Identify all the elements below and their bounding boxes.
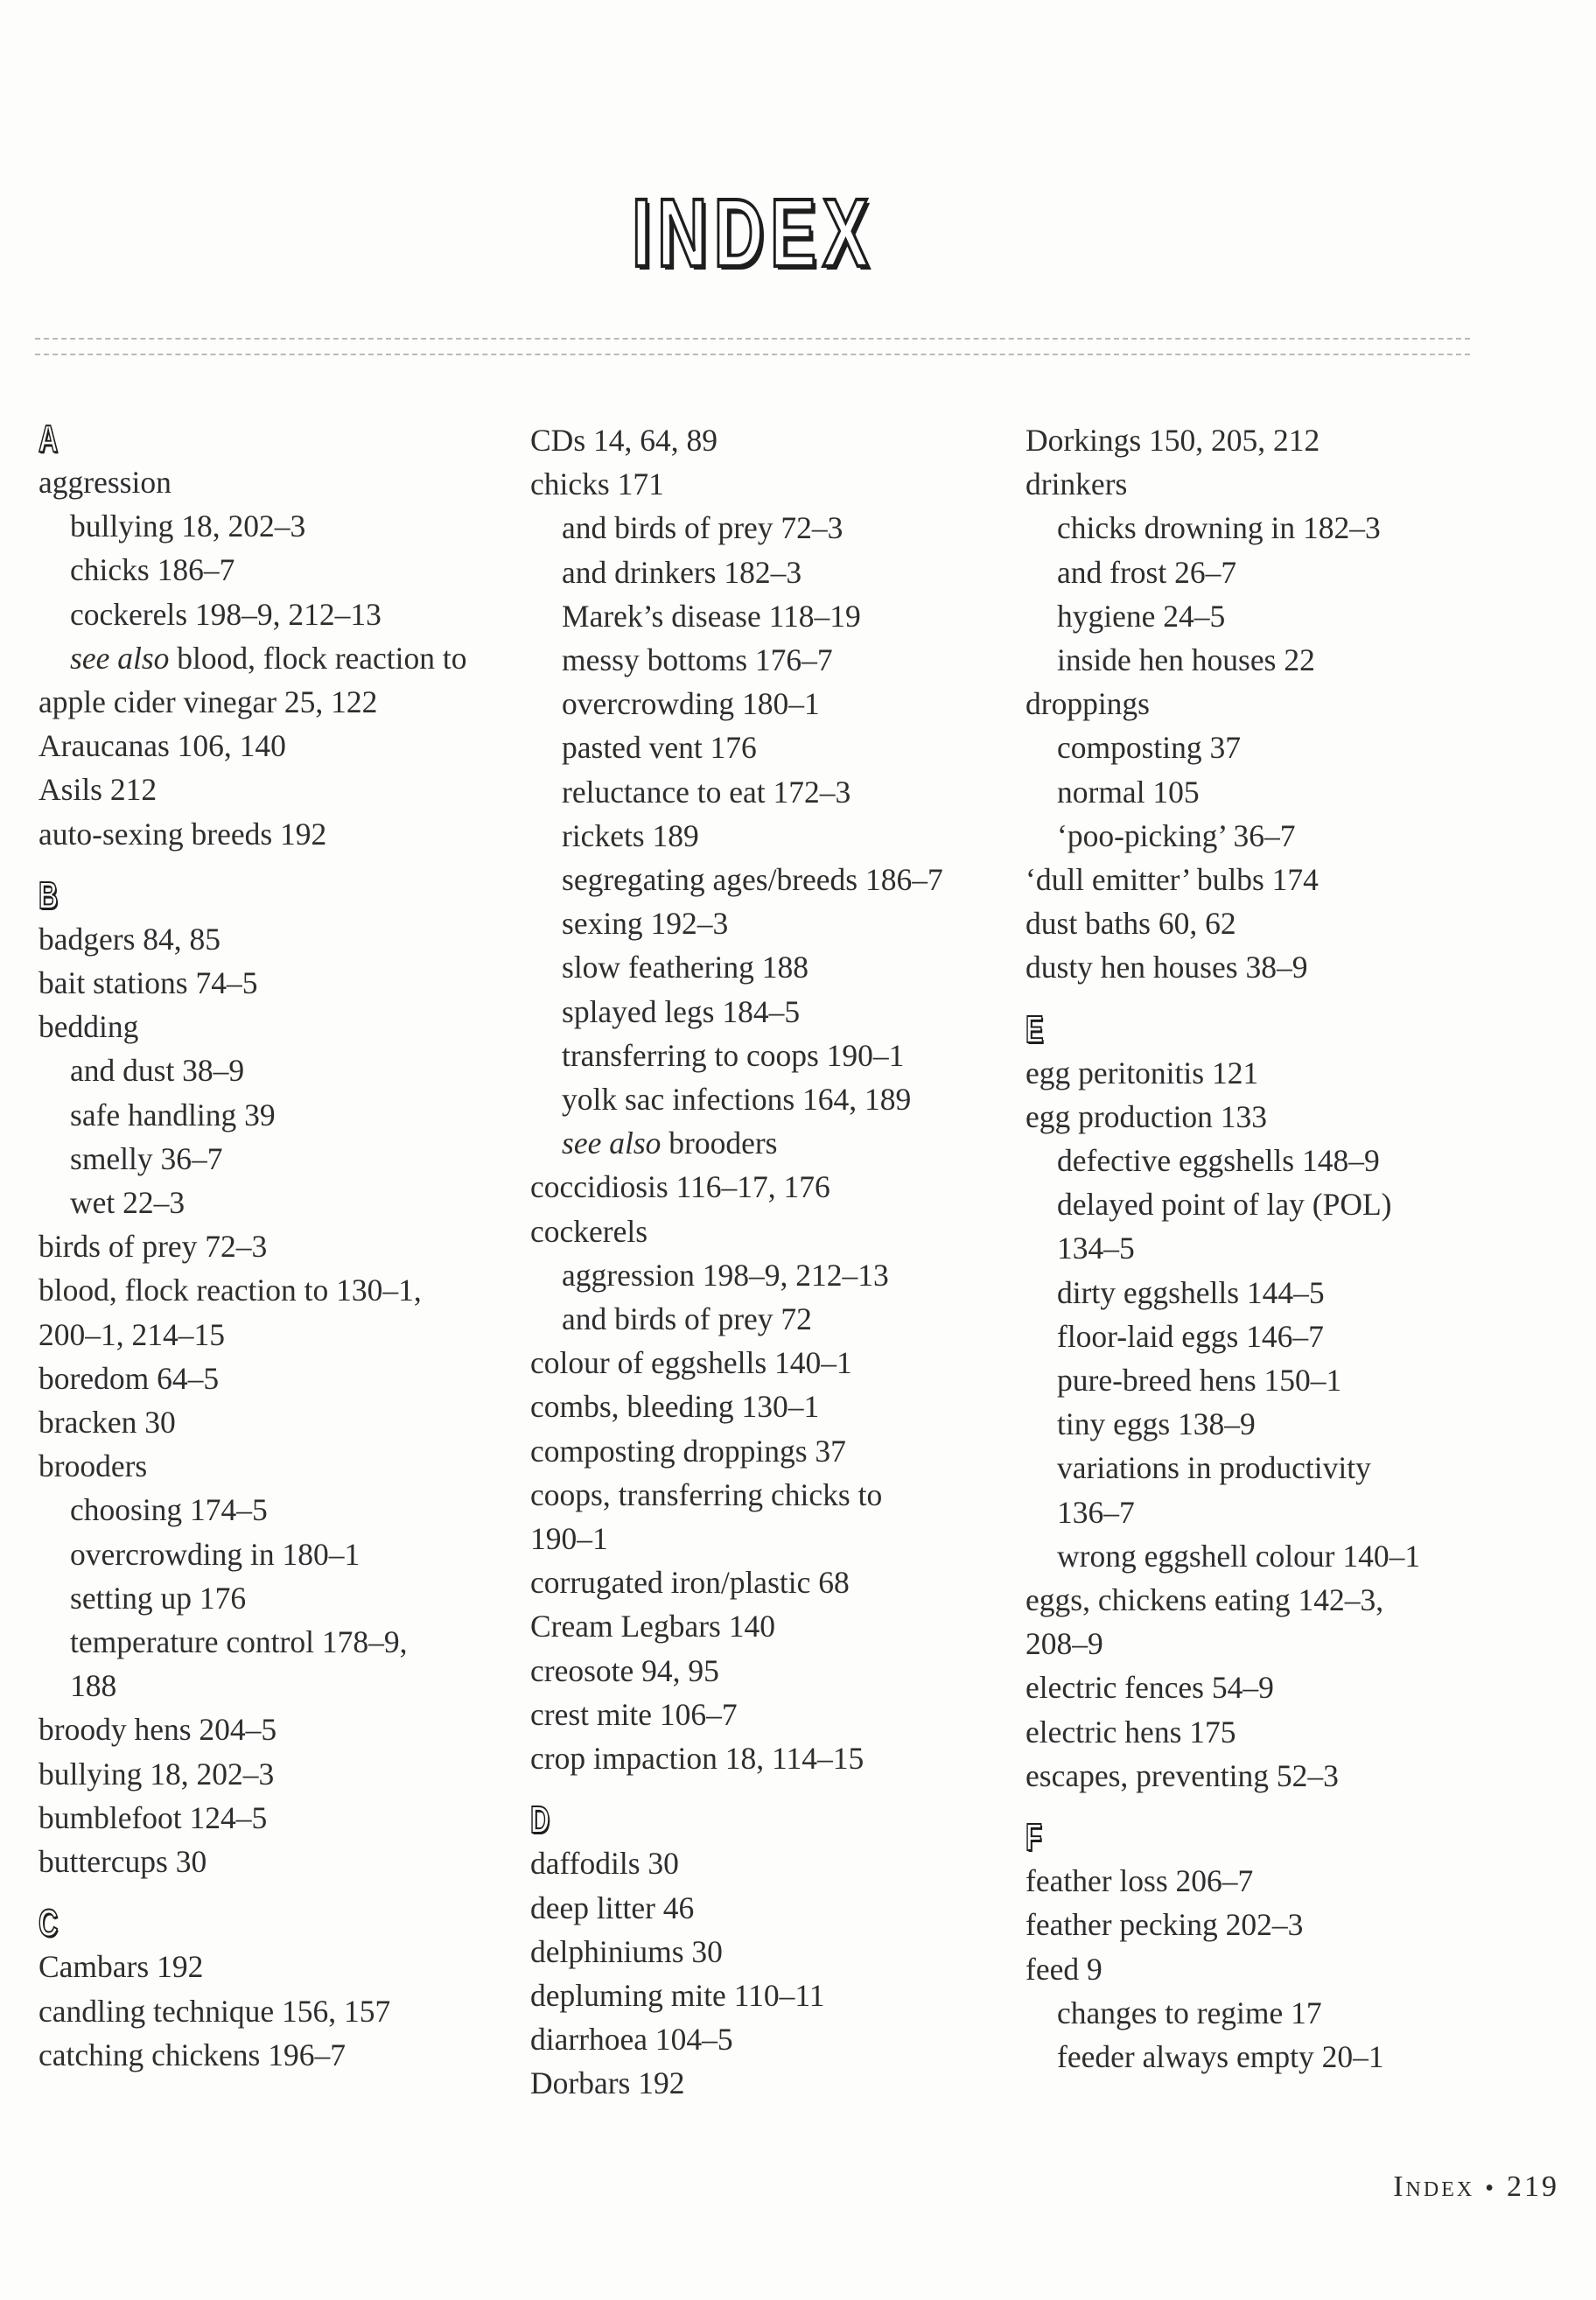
index-entry: dusty hen houses 38–9 [1026,950,1308,985]
index-subentry: segregating ages/breeds 186–7 [562,862,943,898]
index-column-3 [1026,418,1498,2079]
index-entry-text: blood, flock reaction to [169,640,467,676]
index-subentry: and dust 38–9 [70,1053,245,1089]
section-letter: C [38,1902,59,1946]
index-entry: broody hens 204–5 [38,1712,277,1748]
section-letter: E [1026,1007,1044,1051]
index-subentry: ‘poo-picking’ 36–7 [1057,817,1296,853]
index-entry: deep litter 46 [530,1890,695,1925]
index-subentry: setting up 176 [70,1580,247,1616]
index-entry: CDs 14, 64, 89 [530,423,718,458]
index-subentry: pure-breed hens 150–1 [1057,1363,1342,1399]
index-subentry: 134–5 [1057,1231,1135,1266]
index-subentry: aggression 198–9, 212–13 [562,1257,889,1293]
section-letter: D [530,1799,550,1842]
index-subentry: temperature control 178–9, [70,1624,408,1660]
index-entry: diarrhoea 104–5 [530,2022,733,2058]
see-also-label: see also [562,1125,662,1161]
index-entry: bullying 18, 202–3 [38,1756,275,1792]
index-entry: 208–9 [1026,1626,1103,1662]
index-entry: eggs, chickens eating 142–3, [1026,1582,1384,1618]
index-subentry: and frost 26–7 [1057,554,1237,590]
index-subentry: variations in productivity [1057,1450,1371,1486]
index-subentry: and birds of prey 72 [562,1301,812,1337]
section-letter: A [38,417,59,460]
index-subentry: wrong eggshell colour 140–1 [1057,1538,1421,1574]
index-subentry [38,636,511,680]
index-entry: bait stations 74–5 [38,965,258,1001]
index-subentry: changes to regime 17 [1057,1995,1322,2030]
index-entry: feed 9 [1026,1951,1102,1987]
index-column-2 [530,418,1003,2106]
index-entry: escapes, preventing 52–3 [1026,1757,1339,1793]
index-entry: crop impaction 18, 114–15 [530,1741,864,1777]
running-footer [1393,2170,1559,2204]
index-entry: droppings [1026,686,1150,722]
index-subentry: rickets 189 [562,817,699,853]
index-subentry: 188 [70,1668,117,1704]
index-subentry: overcrowding in 180–1 [70,1536,360,1572]
index-subentry: bullying 18, 202–3 [70,508,306,544]
index-subentry: chicks drowning in 182–3 [1057,510,1381,546]
index-entry: crest mite 106–7 [530,1696,738,1732]
index-entry: dust baths 60, 62 [1026,906,1236,942]
index-subentry: defective eggshells 148–9 [1057,1143,1380,1179]
index-entry: bedding [38,1009,139,1045]
index-entry: egg peritonitis 121 [1026,1055,1259,1090]
index-entry: Dorbars 192 [530,2065,685,2101]
index-subentry: dirty eggshells 144–5 [1057,1274,1325,1310]
index-subentry: normal 105 [1057,774,1200,810]
footer-separator: • [1485,2175,1496,2202]
index-entry: bumblefoot 124–5 [38,1799,268,1835]
footer-label: Index [1393,2170,1475,2203]
index-entry: drinkers [1026,466,1128,502]
index-subentry: cockerels 198–9, 212–13 [70,596,382,632]
index-entry: Cambars 192 [38,1949,204,1985]
index-subentry: and birds of prey 72–3 [562,510,844,546]
index-subentry: tiny eggs 138–9 [1057,1406,1256,1442]
index-subentry: smelly 36–7 [70,1140,223,1176]
page-title: INDEX [631,179,876,287]
index-entry: blood, flock reaction to 130–1, [38,1273,422,1308]
index-subentry: pasted vent 176 [562,730,757,766]
index-entry: Asils 212 [38,772,158,808]
title-divider [35,338,1470,355]
index-entry: ‘dull emitter’ bulbs 174 [1026,862,1319,898]
index-entry: delphiniums 30 [530,1933,723,1969]
index-subentry: inside hen houses 22 [1057,642,1315,678]
index-entry: cockerels [530,1213,648,1249]
index-entry-text: brooders [661,1125,778,1161]
page-number: 219 [1507,2170,1559,2203]
index-entry: depluming mite 110–11 [530,1977,825,2013]
index-entry: boredom 64–5 [38,1360,220,1396]
index-subentry: splayed legs 184–5 [562,993,801,1029]
index-column-1 [38,418,511,2077]
index-entry: brooders [38,1448,148,1484]
index-entry: buttercups 30 [38,1844,207,1880]
index-entry: coccidiosis 116–17, 176 [530,1169,830,1205]
index-subentry: sexing 192–3 [562,906,729,942]
index-subentry: reluctance to eat 172–3 [562,774,851,810]
index-subentry: 136–7 [1057,1494,1135,1530]
index-subentry: floor-laid eggs 146–7 [1057,1318,1324,1354]
index-entry: composting droppings 37 [530,1433,846,1469]
index-subentry: delayed point of lay (POL) [1057,1187,1392,1223]
index-entry: 190–1 [530,1521,608,1557]
index-entry: aggression [38,465,172,500]
index-subentry: hygiene 24–5 [1057,598,1226,634]
index-subentry: Marek’s disease 118–19 [562,598,861,634]
index-entry: birds of prey 72–3 [38,1229,268,1265]
index-subentry: and drinkers 182–3 [562,554,802,590]
index-entry: electric fences 54–9 [1026,1670,1274,1706]
index-entry: Dorkings 150, 205, 212 [1026,423,1320,458]
index-entry: daffodils 30 [530,1846,679,1882]
index-subentry: overcrowding 180–1 [562,686,820,722]
index-entry: creosote 94, 95 [530,1652,719,1688]
index-entry: chicks 171 [530,466,664,502]
index-subentry: wet 22–3 [70,1185,186,1221]
index-entry: combs, bleeding 130–1 [530,1389,820,1425]
section-letter: B [38,873,59,917]
index-entry: catching chickens 196–7 [38,2037,346,2072]
index-entry: apple cider vinegar 25, 122 [38,684,378,720]
section-letter: F [1026,1816,1042,1860]
index-entry: feather loss 206–7 [1026,1863,1254,1899]
index-subentry: composting 37 [1057,730,1242,766]
index-subentry: yolk sac infections 164, 189 [562,1082,912,1118]
index-subentry: chicks 186–7 [70,552,235,588]
index-entry: 200–1, 214–15 [38,1316,225,1352]
index-entry: egg production 133 [1026,1098,1268,1134]
index-subentry: choosing 174–5 [70,1492,268,1528]
index-entry: feather pecking 202–3 [1026,1907,1304,1943]
index-subentry: safe handling 39 [70,1097,276,1132]
index-subentry: slow feathering 188 [562,950,808,985]
index-entry: badgers 84, 85 [38,921,221,957]
index-subentry: feeder always empty 20–1 [1057,2038,1384,2074]
index-entry: electric hens 175 [1026,1714,1236,1750]
index-entry: colour of eggshells 140–1 [530,1345,852,1381]
index-subentry: messy bottoms 176–7 [562,642,833,678]
index-entry: corrugated iron/plastic 68 [530,1565,850,1601]
index-entry: candling technique 156, 157 [38,1993,391,2029]
index-subentry [530,1121,1003,1165]
index-entry: bracken 30 [38,1405,176,1441]
see-also-label: see also [70,640,170,676]
index-entry: Araucanas 106, 140 [38,728,286,764]
index-subentry: transferring to coops 190–1 [562,1037,905,1073]
index-entry: auto-sexing breeds 192 [38,816,327,852]
index-entry: coops, transferring chicks to [530,1476,883,1512]
index-entry: Cream Legbars 140 [530,1609,775,1644]
